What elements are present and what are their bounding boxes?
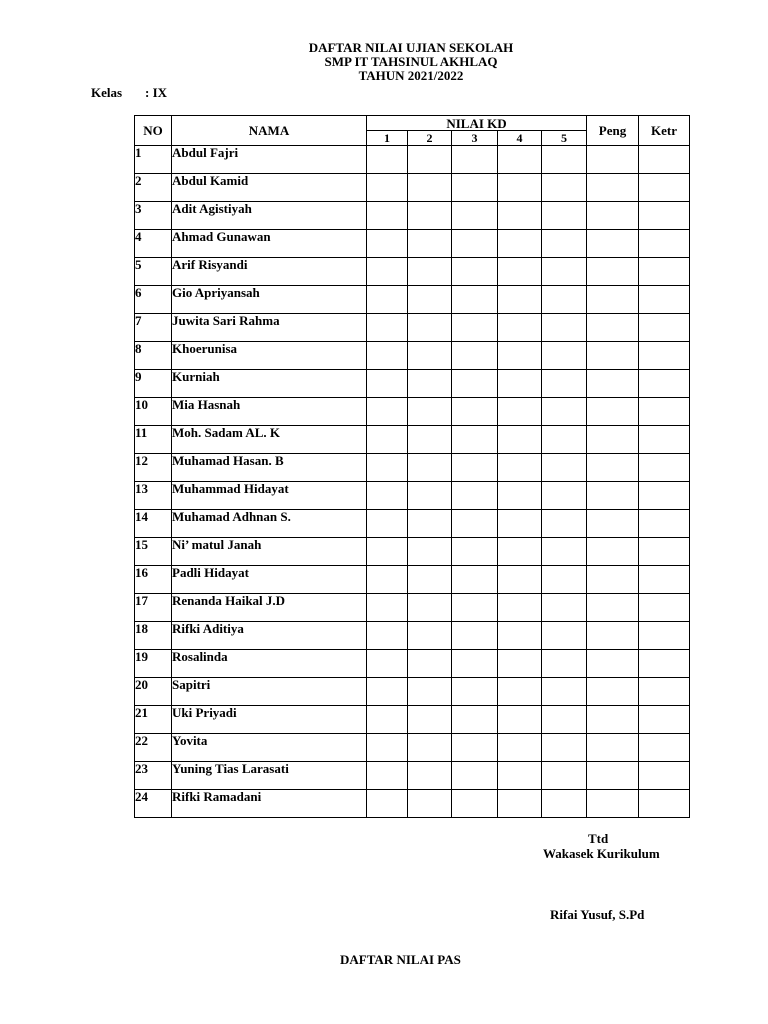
kd-5-cell [542, 286, 587, 314]
kd-5-cell [542, 174, 587, 202]
table-row [135, 510, 690, 538]
kd-4-cell [498, 510, 542, 538]
student-name: Yovita [172, 734, 367, 762]
kd-5-cell [542, 202, 587, 230]
kd-1-cell [367, 650, 408, 678]
kd-1-cell [367, 566, 408, 594]
peng-cell [587, 622, 639, 650]
student-name: Rifki Aditiya [172, 622, 367, 650]
kd-4-cell [498, 370, 542, 398]
grades-table [134, 115, 690, 818]
row-number: 5 [135, 258, 172, 286]
student-name: Rosalinda [172, 650, 367, 678]
kd-2-cell [408, 258, 452, 286]
kd-2-cell [408, 482, 452, 510]
peng-cell [587, 678, 639, 706]
kd-1-cell [367, 706, 408, 734]
table-row [135, 286, 690, 314]
row-number: 14 [135, 510, 172, 538]
class-label: Kelas [91, 85, 123, 100]
next-section-title: DAFTAR NILAI PAS [340, 952, 461, 967]
kd-2-cell [408, 230, 452, 258]
kd-3-cell [452, 762, 498, 790]
ketr-cell [639, 594, 690, 622]
kd-4-cell [498, 566, 542, 594]
peng-cell [587, 146, 639, 174]
col-header-kd-2: 2 [408, 131, 452, 146]
table-row [135, 342, 690, 370]
col-header-ketr: Ketr [639, 116, 690, 146]
kd-5-cell [542, 342, 587, 370]
peng-cell [587, 398, 639, 426]
kd-3-cell [452, 398, 498, 426]
kd-2-cell [408, 538, 452, 566]
kd-5-cell [542, 482, 587, 510]
ketr-cell [639, 314, 690, 342]
kd-4-cell [498, 538, 542, 566]
kd-1-cell [367, 398, 408, 426]
row-number: 20 [135, 678, 172, 706]
student-name: Abdul Fajri [172, 146, 367, 174]
table-row [135, 174, 690, 202]
kd-3-cell [452, 258, 498, 286]
kd-3-cell [452, 510, 498, 538]
student-name: Muhammad Hidayat [172, 482, 367, 510]
kd-4-cell [498, 454, 542, 482]
kd-1-cell [367, 230, 408, 258]
col-header-nilai-kd: NILAI KD [367, 116, 587, 131]
kd-5-cell [542, 146, 587, 174]
kd-1-cell [367, 790, 408, 818]
row-number: 15 [135, 538, 172, 566]
row-number: 17 [135, 594, 172, 622]
table-row [135, 706, 690, 734]
kd-3-cell [452, 454, 498, 482]
row-number: 18 [135, 622, 172, 650]
kd-1-cell [367, 454, 408, 482]
student-name: Padli Hidayat [172, 566, 367, 594]
kd-4-cell [498, 650, 542, 678]
kd-4-cell [498, 594, 542, 622]
col-header-kd-5: 5 [542, 131, 587, 146]
kd-2-cell [408, 314, 452, 342]
ketr-cell [639, 538, 690, 566]
student-name: Gio Apriyansah [172, 286, 367, 314]
table-row [135, 762, 690, 790]
peng-cell [587, 790, 639, 818]
kd-2-cell [408, 454, 452, 482]
kd-3-cell [452, 286, 498, 314]
kd-4-cell [498, 342, 542, 370]
table-row [135, 370, 690, 398]
kd-1-cell [367, 146, 408, 174]
peng-cell [587, 426, 639, 454]
kd-5-cell [542, 790, 587, 818]
peng-cell [587, 650, 639, 678]
signature-name: Rifai Yusuf, S.Pd [550, 907, 645, 922]
signature-ttd: Ttd [588, 831, 609, 846]
kd-1-cell [367, 482, 408, 510]
table-row [135, 314, 690, 342]
class-info [91, 85, 167, 101]
peng-cell [587, 370, 639, 398]
kd-3-cell [452, 790, 498, 818]
ketr-cell [639, 454, 690, 482]
table-body [135, 146, 690, 818]
row-number: 22 [135, 734, 172, 762]
peng-cell [587, 258, 639, 286]
table-row [135, 482, 690, 510]
table-row [135, 454, 690, 482]
ketr-cell [639, 202, 690, 230]
kd-4-cell [498, 230, 542, 258]
kd-2-cell [408, 622, 452, 650]
row-number: 1 [135, 146, 172, 174]
table-row [135, 146, 690, 174]
ketr-cell [639, 426, 690, 454]
kd-2-cell [408, 286, 452, 314]
peng-cell [587, 174, 639, 202]
row-number: 19 [135, 650, 172, 678]
student-name: Muhamad Adhnan S. [172, 510, 367, 538]
student-name: Renanda Haikal J.D [172, 594, 367, 622]
document-title: DAFTAR NILAI UJIAN SEKOLAH [308, 40, 514, 55]
kd-5-cell [542, 650, 587, 678]
peng-cell [587, 734, 639, 762]
kd-1-cell [367, 314, 408, 342]
table-row [135, 790, 690, 818]
kd-5-cell [542, 538, 587, 566]
student-name: Juwita Sari Rahma [172, 314, 367, 342]
kd-1-cell [367, 510, 408, 538]
student-name: Ahmad Gunawan [172, 230, 367, 258]
row-number: 24 [135, 790, 172, 818]
ketr-cell [639, 258, 690, 286]
kd-3-cell [452, 426, 498, 454]
ketr-cell [639, 398, 690, 426]
kd-3-cell [452, 594, 498, 622]
kd-2-cell [408, 706, 452, 734]
student-name: Muhamad Hasan. B [172, 454, 367, 482]
kd-4-cell [498, 258, 542, 286]
student-name: Abdul Kamid [172, 174, 367, 202]
kd-5-cell [542, 734, 587, 762]
peng-cell [587, 762, 639, 790]
kd-2-cell [408, 426, 452, 454]
ketr-cell [639, 566, 690, 594]
ketr-cell [639, 762, 690, 790]
peng-cell [587, 510, 639, 538]
row-number: 13 [135, 482, 172, 510]
kd-5-cell [542, 622, 587, 650]
kd-5-cell [542, 762, 587, 790]
row-number: 2 [135, 174, 172, 202]
kd-3-cell [452, 202, 498, 230]
row-number: 11 [135, 426, 172, 454]
ketr-cell [639, 734, 690, 762]
school-name: SMP IT TAHSINUL AKHLAQ [324, 54, 498, 69]
table-row [135, 734, 690, 762]
student-name: Ni’ matul Janah [172, 538, 367, 566]
kd-1-cell [367, 342, 408, 370]
row-number: 4 [135, 230, 172, 258]
kd-4-cell [498, 426, 542, 454]
col-header-kd-1: 1 [367, 131, 408, 146]
table-row [135, 650, 690, 678]
kd-2-cell [408, 734, 452, 762]
row-number: 7 [135, 314, 172, 342]
row-number: 10 [135, 398, 172, 426]
kd-3-cell [452, 706, 498, 734]
ketr-cell [639, 146, 690, 174]
ketr-cell [639, 174, 690, 202]
kd-2-cell [408, 174, 452, 202]
table-row [135, 678, 690, 706]
kd-2-cell [408, 202, 452, 230]
kd-3-cell [452, 370, 498, 398]
kd-1-cell [367, 426, 408, 454]
ketr-cell [639, 482, 690, 510]
kd-5-cell [542, 426, 587, 454]
ketr-cell [639, 706, 690, 734]
kd-2-cell [408, 398, 452, 426]
student-name: Kurniah [172, 370, 367, 398]
kd-5-cell [542, 370, 587, 398]
peng-cell [587, 482, 639, 510]
kd-3-cell [452, 230, 498, 258]
kd-5-cell [542, 566, 587, 594]
school-year: TAHUN 2021/2022 [358, 68, 464, 83]
row-number: 23 [135, 762, 172, 790]
row-number: 9 [135, 370, 172, 398]
kd-2-cell [408, 594, 452, 622]
kd-3-cell [452, 650, 498, 678]
kd-3-cell [452, 174, 498, 202]
kd-2-cell [408, 370, 452, 398]
student-name: Arif Risyandi [172, 258, 367, 286]
kd-4-cell [498, 202, 542, 230]
kd-5-cell [542, 706, 587, 734]
peng-cell [587, 286, 639, 314]
kd-1-cell [367, 286, 408, 314]
peng-cell [587, 454, 639, 482]
kd-2-cell [408, 146, 452, 174]
kd-4-cell [498, 286, 542, 314]
col-header-no: NO [135, 116, 172, 146]
kd-3-cell [452, 538, 498, 566]
col-header-kd-3: 3 [452, 131, 498, 146]
student-name: Sapitri [172, 678, 367, 706]
student-name: Mia Hasnah [172, 398, 367, 426]
table-row [135, 594, 690, 622]
peng-cell [587, 706, 639, 734]
ketr-cell [639, 650, 690, 678]
row-number: 6 [135, 286, 172, 314]
kd-2-cell [408, 510, 452, 538]
kd-2-cell [408, 762, 452, 790]
kd-4-cell [498, 790, 542, 818]
peng-cell [587, 314, 639, 342]
kd-4-cell [498, 734, 542, 762]
table-row [135, 230, 690, 258]
kd-5-cell [542, 454, 587, 482]
ketr-cell [639, 622, 690, 650]
ketr-cell [639, 230, 690, 258]
kd-1-cell [367, 734, 408, 762]
kd-3-cell [452, 566, 498, 594]
table-row [135, 202, 690, 230]
kd-5-cell [542, 314, 587, 342]
col-header-peng: Peng [587, 116, 639, 146]
ketr-cell [639, 678, 690, 706]
row-number: 16 [135, 566, 172, 594]
student-name: Uki Priyadi [172, 706, 367, 734]
ketr-cell [639, 510, 690, 538]
row-number: 3 [135, 202, 172, 230]
kd-4-cell [498, 398, 542, 426]
student-name: Moh. Sadam AL. K [172, 426, 367, 454]
kd-5-cell [542, 510, 587, 538]
kd-3-cell [452, 678, 498, 706]
table-row [135, 566, 690, 594]
kd-4-cell [498, 314, 542, 342]
kd-2-cell [408, 566, 452, 594]
table-row [135, 622, 690, 650]
peng-cell [587, 342, 639, 370]
kd-5-cell [542, 678, 587, 706]
signature-role: Wakasek Kurikulum [543, 846, 660, 861]
peng-cell [587, 230, 639, 258]
ketr-cell [639, 342, 690, 370]
kd-3-cell [452, 146, 498, 174]
kd-3-cell [452, 622, 498, 650]
kd-1-cell [367, 678, 408, 706]
kd-5-cell [542, 594, 587, 622]
row-number: 21 [135, 706, 172, 734]
kd-2-cell [408, 342, 452, 370]
kd-1-cell [367, 258, 408, 286]
kd-4-cell [498, 762, 542, 790]
table-row [135, 426, 690, 454]
kd-4-cell [498, 622, 542, 650]
kd-4-cell [498, 706, 542, 734]
peng-cell [587, 538, 639, 566]
kd-5-cell [542, 258, 587, 286]
kd-1-cell [367, 622, 408, 650]
student-name: Yuning Tias Larasati [172, 762, 367, 790]
kd-1-cell [367, 174, 408, 202]
row-number: 8 [135, 342, 172, 370]
kd-4-cell [498, 482, 542, 510]
kd-1-cell [367, 370, 408, 398]
row-number: 12 [135, 454, 172, 482]
student-name: Rifki Ramadani [172, 790, 367, 818]
kd-3-cell [452, 314, 498, 342]
table-row [135, 258, 690, 286]
kd-2-cell [408, 678, 452, 706]
class-value: : IX [145, 85, 168, 100]
kd-1-cell [367, 594, 408, 622]
student-name: Adit Agistiyah [172, 202, 367, 230]
kd-4-cell [498, 174, 542, 202]
kd-2-cell [408, 650, 452, 678]
kd-1-cell [367, 202, 408, 230]
peng-cell [587, 202, 639, 230]
kd-1-cell [367, 762, 408, 790]
kd-4-cell [498, 678, 542, 706]
kd-4-cell [498, 146, 542, 174]
kd-5-cell [542, 230, 587, 258]
kd-3-cell [452, 734, 498, 762]
kd-2-cell [408, 790, 452, 818]
ketr-cell [639, 790, 690, 818]
peng-cell [587, 594, 639, 622]
col-header-nama: NAMA [172, 116, 367, 146]
col-header-kd-4: 4 [498, 131, 542, 146]
table-row [135, 398, 690, 426]
student-name: Khoerunisa [172, 342, 367, 370]
kd-5-cell [542, 398, 587, 426]
ketr-cell [639, 286, 690, 314]
kd-1-cell [367, 538, 408, 566]
kd-3-cell [452, 482, 498, 510]
kd-3-cell [452, 342, 498, 370]
peng-cell [587, 566, 639, 594]
table-row [135, 538, 690, 566]
ketr-cell [639, 370, 690, 398]
